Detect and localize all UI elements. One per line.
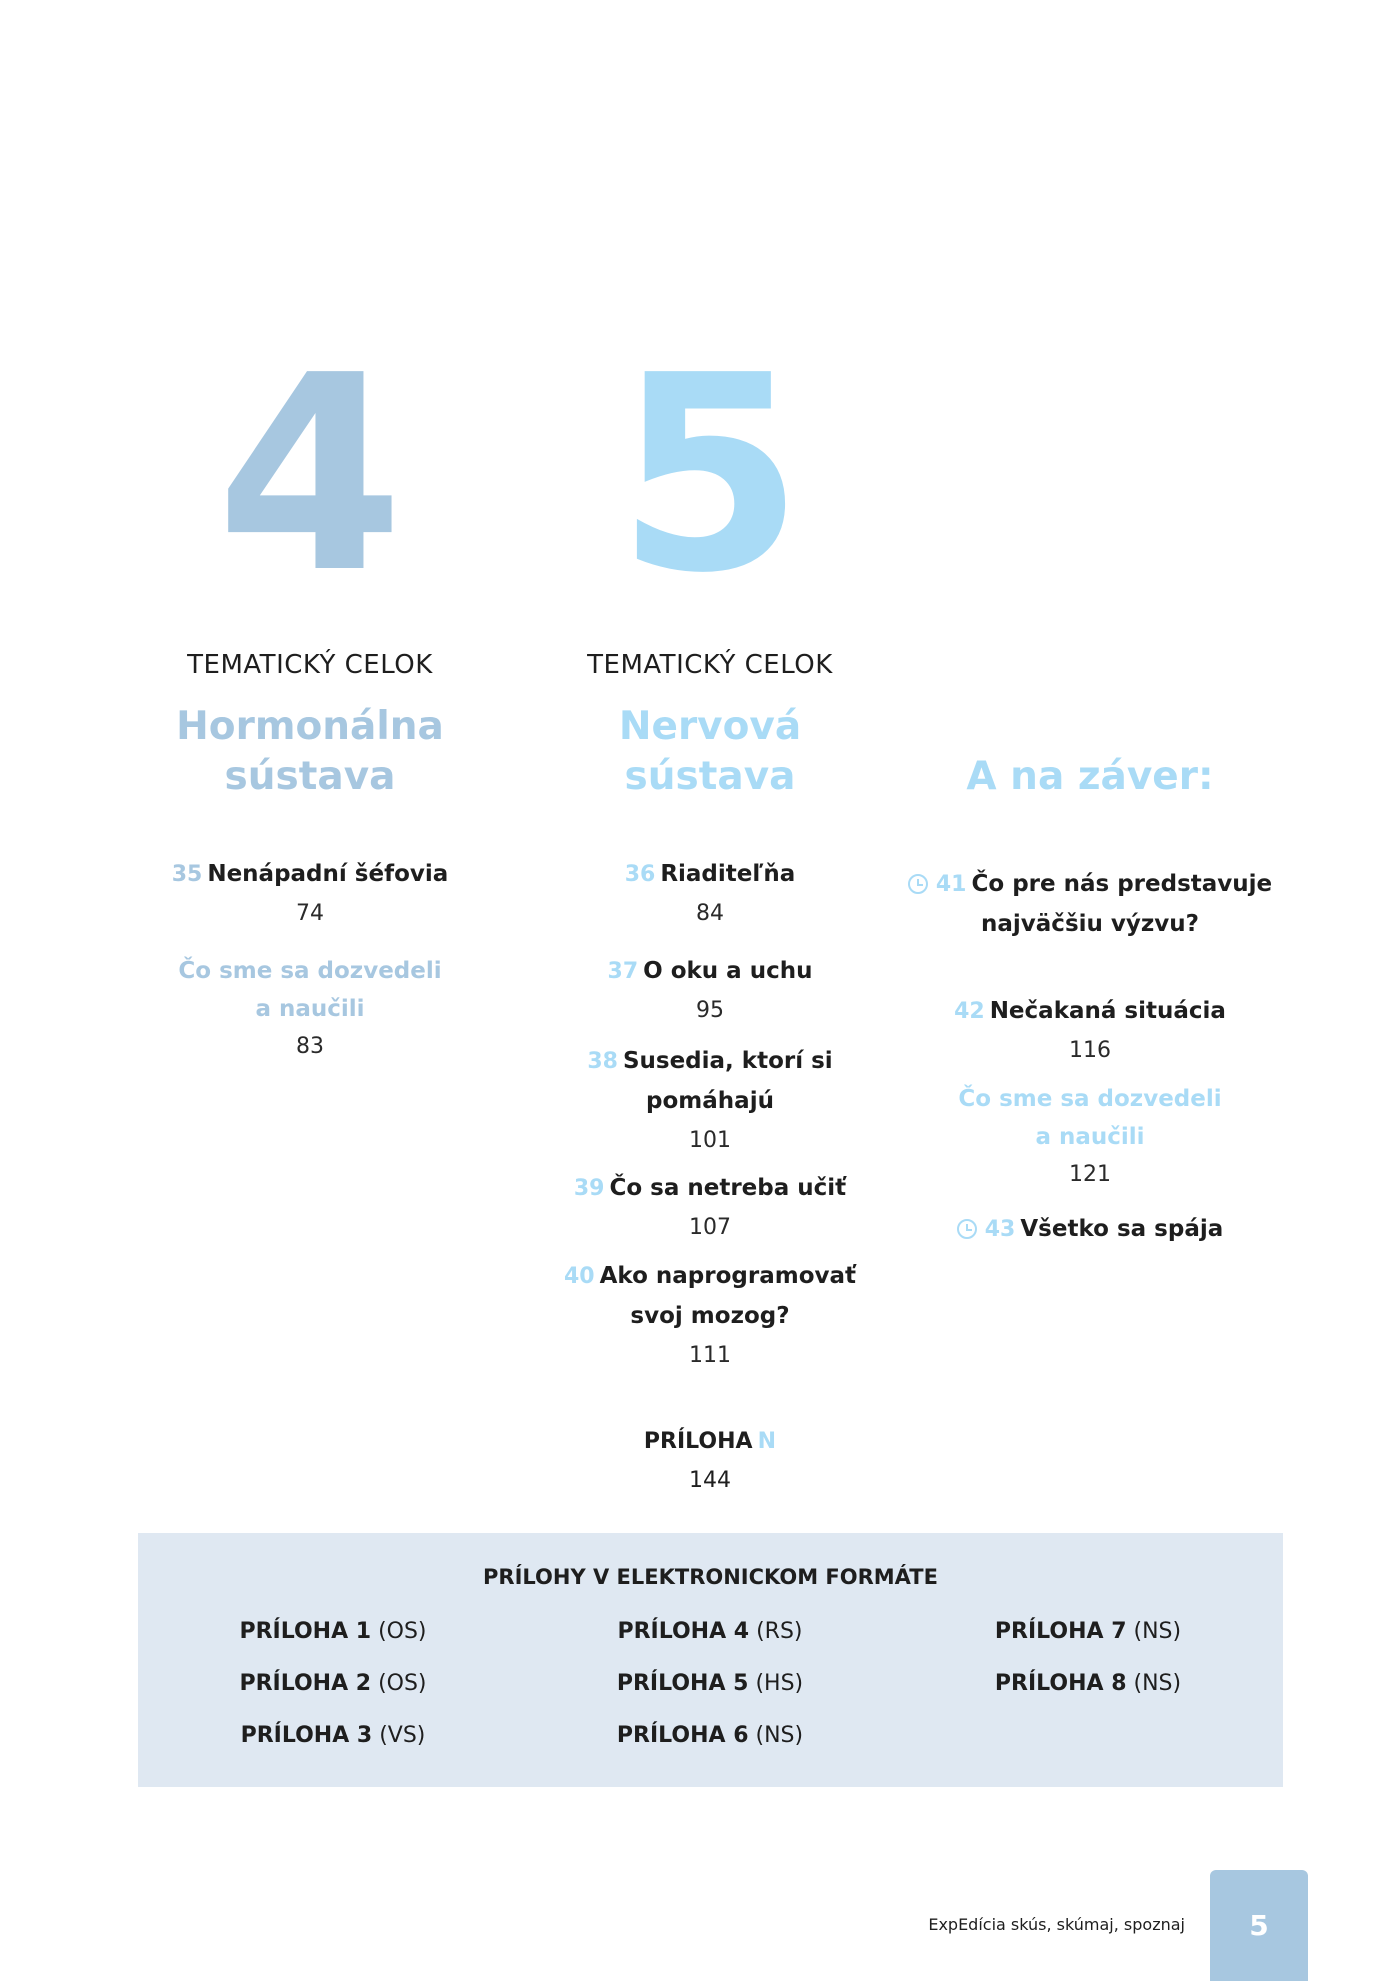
attachment-code: (RS) [756, 1619, 803, 1644]
unit-4-title [150, 702, 470, 802]
attachment-2[interactable] [173, 1671, 493, 1696]
toc-entry-37[interactable] [550, 952, 870, 1030]
entry-number: 36 [624, 862, 656, 887]
entry-title-line1: Ako naprogramovať [599, 1263, 857, 1289]
unit-4-title-line1: Hormonálna [176, 704, 444, 749]
entry-title: Nenápadní šéfovia [207, 861, 449, 887]
appendix-letter: N [757, 1429, 777, 1454]
unit-4-label: TEMATICKÝ CELOK [187, 650, 433, 680]
unit-5-label: TEMATICKÝ CELOK [587, 650, 833, 680]
entry-number: 39 [573, 1176, 605, 1201]
toc-entry-40[interactable] [550, 1257, 870, 1375]
attachment-label: PRÍLOHA 4 [617, 1619, 750, 1644]
attachment-code: (NS) [1133, 1671, 1182, 1696]
electronic-attachments-box [138, 1533, 1283, 1787]
footer-title: ExpEdícia skús, skúmaj, spoznaj [928, 1915, 1185, 1934]
attachment-code: (OS) [378, 1671, 427, 1696]
entry-title: Nečakaná situácia [989, 998, 1226, 1024]
clock-icon [908, 874, 928, 894]
attachment-label: PRÍLOHA 8 [994, 1671, 1127, 1696]
summary-line2: a naučili [255, 996, 365, 1022]
entry-title-line1: Susedia, ktorí si [622, 1048, 833, 1074]
attachment-6[interactable] [550, 1723, 870, 1748]
toc-entry-35[interactable] [150, 855, 470, 933]
attachment-label: PRÍLOHA 6 [616, 1723, 749, 1748]
electronic-attachments-title: PRÍLOHY V ELEKTRONICKOM FORMÁTE [483, 1565, 938, 1589]
toc-entry-41[interactable] [880, 865, 1300, 945]
entry-title: O oku a uchu [643, 958, 813, 984]
appendix-page: 144 [689, 1468, 731, 1493]
toc-entry-39[interactable] [550, 1169, 870, 1247]
attachment-5[interactable] [550, 1671, 870, 1696]
entry-page: 107 [689, 1215, 731, 1240]
entry-title: Riaditeľňa [660, 861, 796, 887]
entry-page: 74 [296, 901, 324, 926]
unit-4-number: 4 [216, 317, 404, 632]
toc-entry-43[interactable] [880, 1210, 1300, 1250]
clock-icon [957, 1219, 977, 1239]
entry-page: 84 [696, 901, 724, 926]
summary-line2: a naučili [1035, 1124, 1145, 1150]
unit-5-title-line2: sústava [624, 754, 796, 799]
attachment-4[interactable] [550, 1619, 870, 1644]
unit-5-number: 5 [616, 317, 804, 632]
attachment-code: (NS) [1133, 1619, 1182, 1644]
attachment-label: PRÍLOHA 1 [239, 1619, 372, 1644]
entry-page: 95 [696, 998, 724, 1023]
attachment-8[interactable] [928, 1671, 1248, 1696]
entry-number: 41 [935, 872, 967, 897]
summary-line1: Čo sme sa dozvedeli [178, 958, 442, 984]
entry-title-line2: svoj mozog? [630, 1303, 790, 1329]
attachment-code: (OS) [378, 1619, 427, 1644]
entry-title-line2: najväčšiu výzvu? [981, 911, 1199, 937]
entry-page: 83 [296, 1034, 324, 1059]
unit-4-title-line2: sústava [224, 754, 396, 799]
attachment-7[interactable] [928, 1619, 1248, 1644]
unit-5-title [550, 702, 870, 802]
final-title: A na záver: [966, 754, 1214, 799]
appendix-label: PRÍLOHA [643, 1429, 753, 1454]
entry-title-line2: pomáhajú [646, 1088, 774, 1114]
attachment-label: PRÍLOHA 3 [240, 1723, 373, 1748]
entry-number: 40 [563, 1264, 595, 1289]
entry-page: 101 [689, 1128, 731, 1153]
toc-entry-summary-final[interactable] [880, 1080, 1300, 1194]
attachment-3[interactable] [173, 1723, 493, 1748]
attachment-label: PRÍLOHA 5 [616, 1671, 749, 1696]
entry-page: 121 [1069, 1162, 1111, 1187]
entry-number: 35 [171, 862, 203, 887]
entry-number: 43 [984, 1217, 1016, 1242]
entry-number: 38 [587, 1049, 618, 1074]
page-number: 5 [1210, 1870, 1308, 1981]
entry-title-line1: Čo pre nás predstavuje [971, 871, 1273, 897]
summary-line1: Čo sme sa dozvedeli [958, 1086, 1222, 1112]
toc-entry-42[interactable] [880, 992, 1300, 1070]
entry-number: 37 [607, 959, 639, 984]
appendix-n[interactable] [550, 1423, 870, 1500]
attachment-code: (NS) [755, 1723, 804, 1748]
entry-page: 111 [689, 1343, 731, 1368]
toc-entry-36[interactable] [550, 855, 870, 933]
unit-5-title-line1: Nervová [618, 704, 802, 749]
entry-title: Čo sa netreba učiť [609, 1175, 847, 1201]
toc-entry-38[interactable] [550, 1042, 870, 1160]
entry-title: Všetko sa spája [1020, 1216, 1224, 1242]
entry-page: 116 [1069, 1038, 1111, 1063]
attachment-1[interactable] [173, 1619, 493, 1644]
attachment-code: (HS) [755, 1671, 804, 1696]
attachment-label: PRÍLOHA 2 [239, 1671, 372, 1696]
entry-number: 42 [954, 999, 985, 1024]
attachment-code: (VS) [379, 1723, 426, 1748]
toc-entry-summary-4[interactable] [150, 952, 470, 1066]
attachment-label: PRÍLOHA 7 [994, 1619, 1127, 1644]
